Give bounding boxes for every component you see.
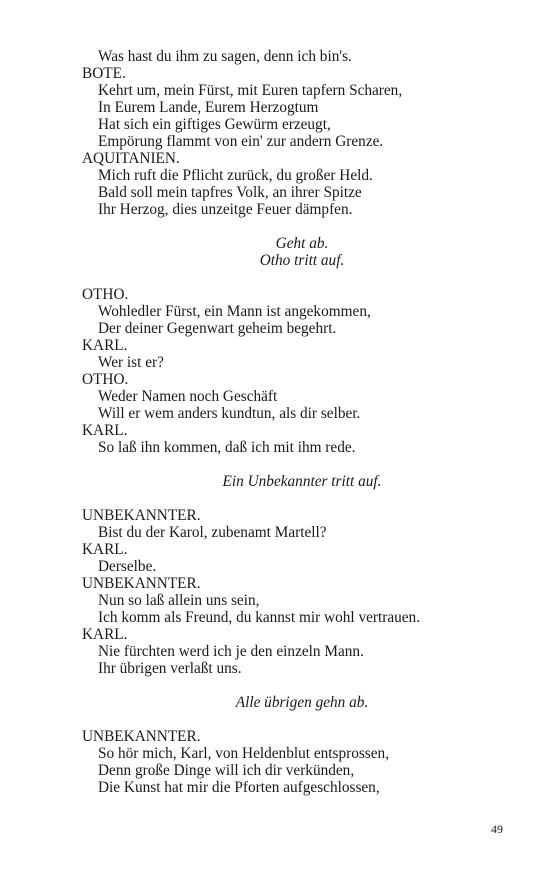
speaker-name: OTHO. (82, 286, 129, 303)
page-number: 49 (491, 822, 503, 836)
speaker-name: KARL. (82, 626, 128, 643)
speaker-name: BOTE. (82, 65, 126, 82)
verse-line: Nie fürchten werd ich je den einzeln Mann. (98, 643, 364, 660)
blank-line (82, 711, 502, 728)
speaker-name: AQUITANIEN. (82, 150, 180, 167)
speaker-name: UNBEKANNTER. (82, 728, 201, 745)
verse-line: Bist du der Karol, zubenamt Martell? (98, 524, 327, 541)
verse-line: Weder Namen noch Geschäft (98, 388, 278, 405)
verse-line: Ich komm als Freund, du kannst mir wohl vertrauen. (98, 609, 421, 626)
verse-line: Was hast du ihm zu sagen, denn ich bin's. (98, 48, 352, 65)
verse-line: Wer ist er? (98, 354, 164, 371)
speaker-name: UNBEKANNTER. (82, 507, 201, 524)
blank-line (82, 490, 502, 507)
verse-line: Denn große Dinge will ich dir verkünden, (98, 762, 355, 779)
blank-line (82, 677, 502, 694)
speaker-name: KARL. (82, 541, 128, 558)
verse-line: Empörung flammt von ein' zur andern Grenze. (98, 133, 384, 150)
stage-direction: Otho tritt auf. (259, 252, 345, 269)
verse-line: Kehrt um, mein Fürst, mit Euren tapfern Scharen, (98, 82, 403, 99)
verse-line: Ihr übrigen verlaßt uns. (98, 660, 242, 677)
verse-line: Der deiner Gegenwart geheim begehrt. (98, 320, 337, 337)
speaker-name: OTHO. (82, 371, 129, 388)
verse-line: Nun so laß allein uns sein, (98, 592, 260, 609)
verse-line: Die Kunst hat mir die Pforten aufgeschlossen, (98, 779, 380, 796)
blank-line (82, 218, 502, 235)
speaker-name: KARL. (82, 422, 128, 439)
play-text (82, 48, 502, 796)
stage-direction: Alle übrigen gehn ab. (235, 694, 369, 711)
stage-direction: Geht ab. (275, 235, 329, 252)
verse-line: Wohledler Fürst, ein Mann ist angekommen, (98, 303, 371, 320)
verse-line: Hat sich ein giftiges Gewürm erzeugt, (98, 116, 331, 133)
blank-line (82, 456, 502, 473)
speaker-name: KARL. (82, 337, 128, 354)
verse-line: So laß ihn kommen, daß ich mit ihm rede. (98, 439, 356, 456)
verse-line: Will er wem anders kundtun, als dir selber. (98, 405, 361, 422)
verse-line: Mich ruft die Pflicht zurück, du großer Held. (98, 167, 373, 184)
stage-direction: Ein Unbekannter tritt auf. (222, 473, 382, 490)
verse-line: Bald soll mein tapfres Volk, an ihrer Spitze (98, 184, 362, 201)
blank-line (82, 269, 502, 286)
verse-line: So hör mich, Karl, von Heldenblut entsprossen, (98, 745, 390, 762)
speaker-name: UNBEKANNTER. (82, 575, 201, 592)
verse-line: In Eurem Lande, Eurem Herzogtum (98, 99, 319, 116)
verse-line: Ihr Herzog, dies unzeitge Feuer dämpfen. (98, 201, 353, 218)
verse-line: Derselbe. (98, 558, 157, 575)
